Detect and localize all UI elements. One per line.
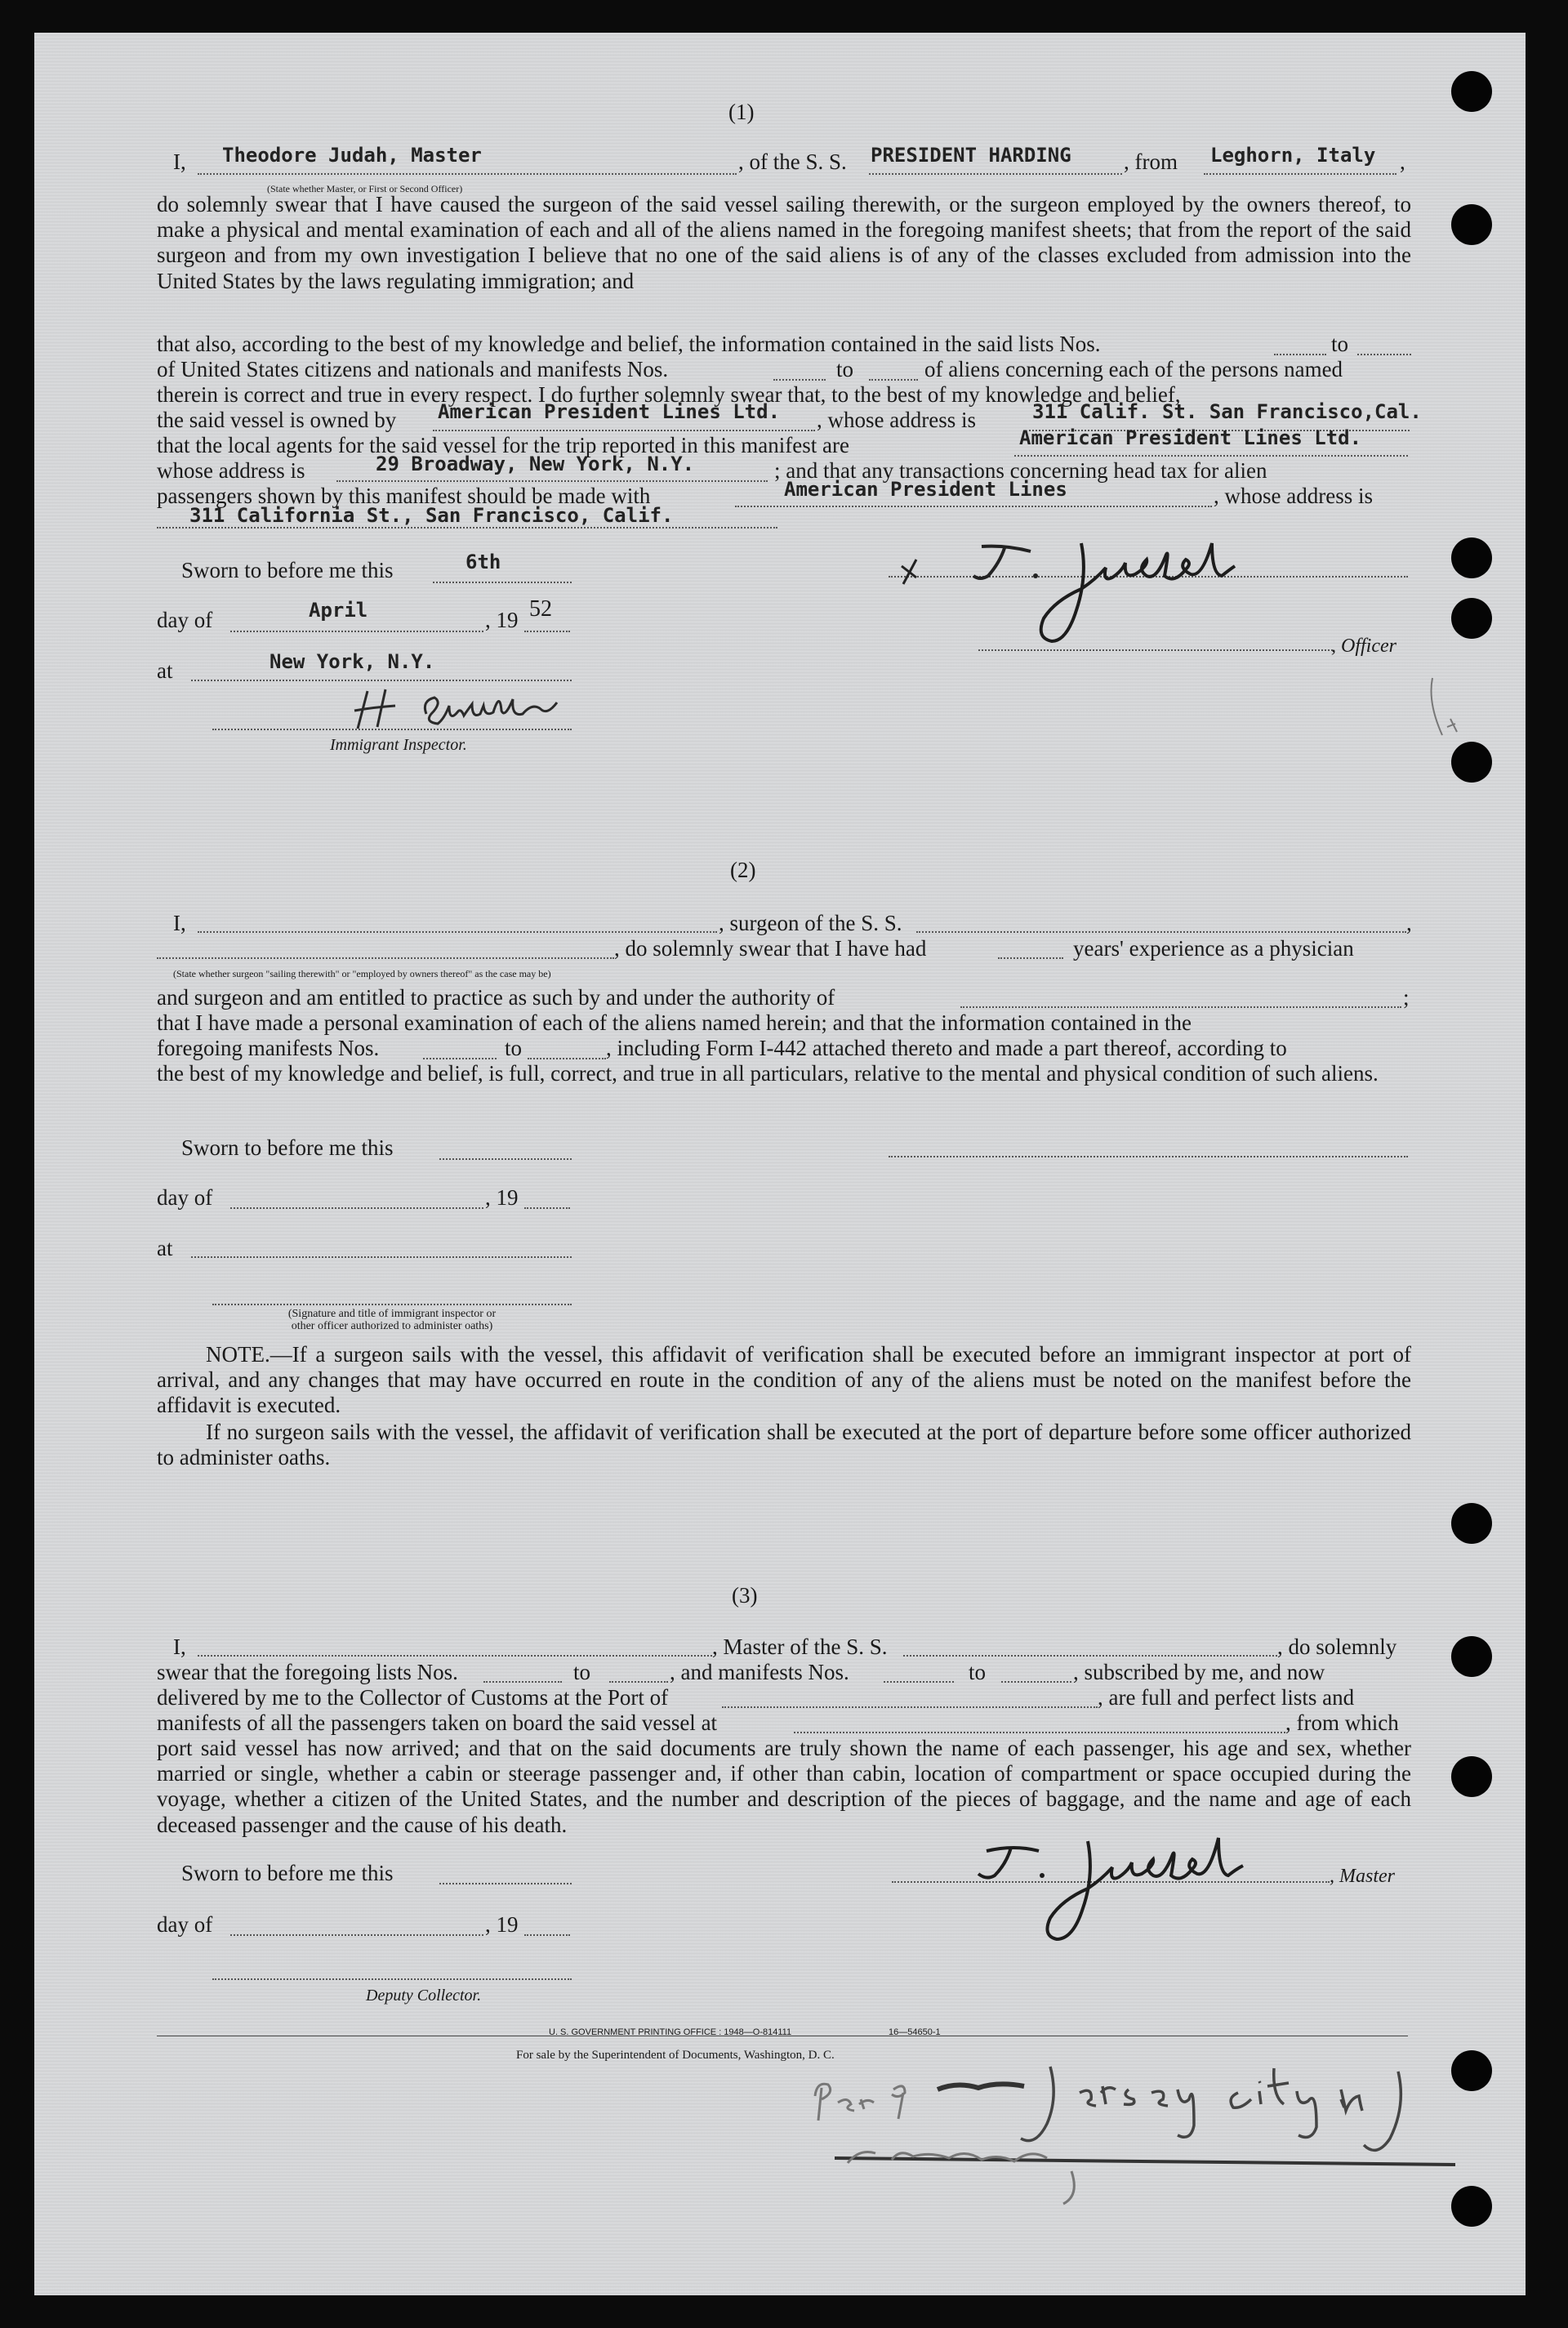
pier-handwriting <box>769 2057 1488 2216</box>
vessel-name: PRESIDENT HARDING <box>871 144 1071 167</box>
surgeon-state-note: (State whether surgeon "sailing therewith" or "employed by owners thereof" as the case may be) <box>173 968 551 979</box>
lists-to-line <box>609 1681 668 1683</box>
lists-to-line <box>1357 354 1411 355</box>
manifests-from-line <box>773 379 826 381</box>
surgeon-name-line <box>198 931 717 933</box>
citizens-line: of United States citizens and nationals and manifests Nos. <box>157 357 669 381</box>
month-line <box>230 1207 483 1209</box>
surgeon-status-line <box>157 957 614 959</box>
master-label: , Master <box>1330 1866 1395 1887</box>
year-prefix: , 19 <box>485 608 519 632</box>
punch-hole <box>1451 1503 1492 1544</box>
inspector-signature <box>353 686 573 739</box>
port-line <box>722 1706 1098 1708</box>
port-from-value: Leghorn, Italy <box>1210 144 1376 167</box>
month-line <box>230 1934 483 1936</box>
form-number: 16—54650-1 <box>889 2027 941 2037</box>
place-line <box>191 680 572 681</box>
agent-address-line <box>336 480 768 482</box>
port-from-line <box>1204 173 1396 175</box>
sworn-day-line <box>439 1883 572 1884</box>
head-tax-label: ; and that any transactions concerning head tax for alien <box>774 458 1267 483</box>
punch-hole <box>1451 1636 1492 1677</box>
surgeon-of-label: , surgeon of the S. S. <box>719 911 902 935</box>
head-tax-party-line <box>735 506 1212 507</box>
at-label: at <box>157 658 173 683</box>
year-line <box>524 1934 570 1936</box>
sworn-day-line <box>439 1158 572 1160</box>
comma: , <box>1400 149 1405 174</box>
full-perfect-label: , are full and perfect lists and <box>1098 1685 1355 1710</box>
manifests-to-line <box>869 379 918 381</box>
to-label: to <box>505 1036 523 1060</box>
section-number: (1) <box>728 100 755 124</box>
section-number: (2) <box>730 858 756 882</box>
gpo-imprint: U. S. GOVERNMENT PRINTING OFFICE : 1948—O-814111 <box>549 2027 792 2037</box>
month-line <box>230 631 483 632</box>
agents-line <box>1014 455 1408 457</box>
day-of-label: day of <box>157 1912 213 1937</box>
lists-from-line <box>1274 354 1326 355</box>
day-of-label: day of <box>157 1185 213 1210</box>
whose-address-label: , whose address is <box>1214 484 1373 508</box>
local-agents-label: that the local agents for the said vessel for the trip reported in this manifest are <box>157 433 849 457</box>
month-value: April <box>309 599 368 622</box>
lists-line: that also, according to the best of my knowledge and belief, the information contained in the said lists Nos. <box>157 332 1101 356</box>
semicolon: ; <box>1403 985 1410 1010</box>
to-label: to <box>573 1660 591 1684</box>
at-label: at <box>157 1236 173 1260</box>
note-1: NOTE.—If a surgeon sails with the vessel, this affidavit of verification shall be executed before an immigrant inspector at port of arrival, and any changes that may have occurred en route in the condition of any of the aliens must be noted on the manifest before the affidavit is executed. <box>157 1342 1411 1418</box>
authority-line: and surgeon and am entitled to practice as such by and under the authority of <box>157 985 835 1010</box>
to-label: to <box>1331 332 1349 356</box>
master-line <box>198 1655 712 1657</box>
officer-signature <box>892 527 1267 653</box>
document-page <box>34 33 1526 2295</box>
surgeon-body-2: the best of my knowledge and belief, is full, correct, and true in all particulars, relative to the mental and physical condition of such aliens. <box>157 1061 1379 1086</box>
punch-hole <box>1451 1756 1492 1797</box>
form-line: , including Form I-442 attached thereto and made a part thereof, according to <box>606 1036 1287 1060</box>
to-label: to <box>969 1660 987 1684</box>
manifests-all-label: manifests of all the passengers taken on board the said vessel at <box>157 1710 718 1735</box>
officer-sig-line <box>212 1304 572 1305</box>
comma: , <box>1406 911 1412 935</box>
master-vessel-line <box>903 1655 1277 1657</box>
swear-lists-label: swear that the foregoing lists Nos. <box>157 1660 458 1684</box>
foregoing-to-line <box>528 1058 606 1059</box>
punch-hole <box>1451 537 1492 578</box>
oath-intro: I, <box>173 1635 186 1659</box>
day-of-label: day of <box>157 608 213 632</box>
place-line <box>191 1256 572 1258</box>
to-label: to <box>836 357 854 381</box>
agent-address-label: whose address is <box>157 458 305 483</box>
sworn-label: Sworn to before me this <box>181 1861 394 1885</box>
do-solemnly-label: , do solemnly <box>1277 1635 1397 1659</box>
swear-had-label: , do solemnly swear that I have had <box>614 936 927 961</box>
year-suffix: 52 <box>529 596 552 622</box>
inspector-label: Immigrant Inspector. <box>330 736 467 754</box>
subscribed-label: , subscribed by me, and now <box>1073 1660 1325 1684</box>
punch-hole <box>1451 204 1492 245</box>
place-value: New York, N.Y. <box>270 650 435 673</box>
surgeon-signature-line <box>889 1156 1408 1157</box>
sworn-label: Sworn to before me this <box>181 558 394 582</box>
therein-line: therein is correct and true in every respect. I do further solemnly swear that, to the best of my knowledge and belief, <box>157 382 1181 407</box>
master-signature <box>973 1826 1316 1953</box>
year-line <box>524 631 570 632</box>
lists-from-line <box>483 1681 562 1683</box>
sig-note-2: other officer authorized to administer oaths) <box>291 1320 493 1332</box>
delivered-label: delivered by me to the Collector of Customs at the Port of <box>157 1685 669 1710</box>
master-name-value: Theodore Judah, Master <box>222 144 482 167</box>
for-sale-note: For sale by the Superintendent of Documents, Washington, D. C. <box>516 2049 835 2062</box>
foregoing-label: foregoing manifests Nos. <box>157 1036 380 1060</box>
master-body: port said vessel has now arrived; and that on the said documents are truly shown the name of each passenger, his age and sex, whether married or single, whether a cabin or steerage passenger and, if other than cabin, location of compartment or space occupied during the voyage, whether a citizen of the United States, and the number and description of the pieces of baggage, and the name and age of each deceased passenger and the cause of his death. <box>157 1736 1411 1837</box>
from-label: , from <box>1124 149 1178 174</box>
manifests-from-line <box>884 1681 954 1683</box>
master-of-label: , Master of the S. S. <box>712 1635 888 1659</box>
deputy-line <box>212 1978 572 1980</box>
boarded-at-line <box>794 1732 1285 1733</box>
agent-address-value: 29 Broadway, New York, N.Y. <box>376 453 695 475</box>
authority-blank <box>960 1006 1401 1008</box>
vessel-line <box>869 173 1122 175</box>
and-manifests-label: , and manifests Nos. <box>670 1660 849 1684</box>
master-name-line <box>198 173 737 175</box>
years-line <box>998 957 1063 959</box>
oath-intro: I, <box>173 911 186 935</box>
deputy-label: Deputy Collector. <box>366 1987 482 2005</box>
foregoing-from-line <box>423 1058 497 1059</box>
oath-body: do solemnly swear that I have caused the surgeon of the said vessel sailing therewith, or the surgeon employed by the owners thereof, to make a physical and mental examination of each and all of the aliens named in the foregoing manifest sheets; that from the report of the said surgeon and from my own investigation I believe that no one of the said aliens is of any of the classes excluded from admission into the United States by the laws regulating immigration; and <box>157 192 1411 293</box>
manifests-to-line <box>1001 1681 1071 1683</box>
agents-value: American President Lines Ltd. <box>1019 426 1362 449</box>
section-number: (3) <box>732 1583 758 1608</box>
margin-mark <box>1423 670 1496 764</box>
passengers-label: passengers shown by this manifest should be made with <box>157 484 651 508</box>
sig-note-1: (Signature and title of immigrant inspector or <box>287 1308 497 1320</box>
owner-address-value: 311 Calif. St. San Francisco,Cal. <box>1032 400 1422 423</box>
head-tax-address-value: 311 California St., San Francisco, Calif. <box>189 504 674 527</box>
note-2: If no surgeon sails with the vessel, the affidavit of verification shall be executed at the port of departure before some officer authorized to administer oaths. <box>157 1420 1411 1470</box>
punch-hole <box>1451 598 1492 639</box>
year-line <box>524 1207 570 1209</box>
sworn-day-line <box>433 582 572 583</box>
from-which-label: , from which <box>1285 1710 1399 1735</box>
officer-label: , Officer <box>1331 636 1396 657</box>
owner-value: American President Lines Ltd. <box>438 400 781 423</box>
state-note: (State whether Master, or First or Second Officer) <box>267 183 463 194</box>
oath-intro: I, <box>173 149 186 174</box>
owned-by-label: the said vessel is owned by <box>157 408 397 432</box>
years-label: years' experience as a physician <box>1073 936 1354 961</box>
sworn-day-value: 6th <box>466 551 501 573</box>
year-prefix: , 19 <box>485 1912 519 1937</box>
owner-line <box>433 430 815 431</box>
surgeon-vessel-line <box>916 931 1406 933</box>
sworn-label: Sworn to before me this <box>181 1135 394 1160</box>
punch-hole <box>1451 71 1492 112</box>
year-prefix: , 19 <box>485 1185 519 1210</box>
of-ss-label: , of the S. S. <box>738 149 847 174</box>
head-tax-party-value: American President Lines <box>784 478 1067 501</box>
surgeon-body: that I have made a personal examination of each of the aliens named herein; and that the information contained in the <box>157 1010 1192 1035</box>
whose-address-label: , whose address is <box>817 408 976 432</box>
citizens-line-end: of aliens concerning each of the persons named <box>924 357 1343 381</box>
